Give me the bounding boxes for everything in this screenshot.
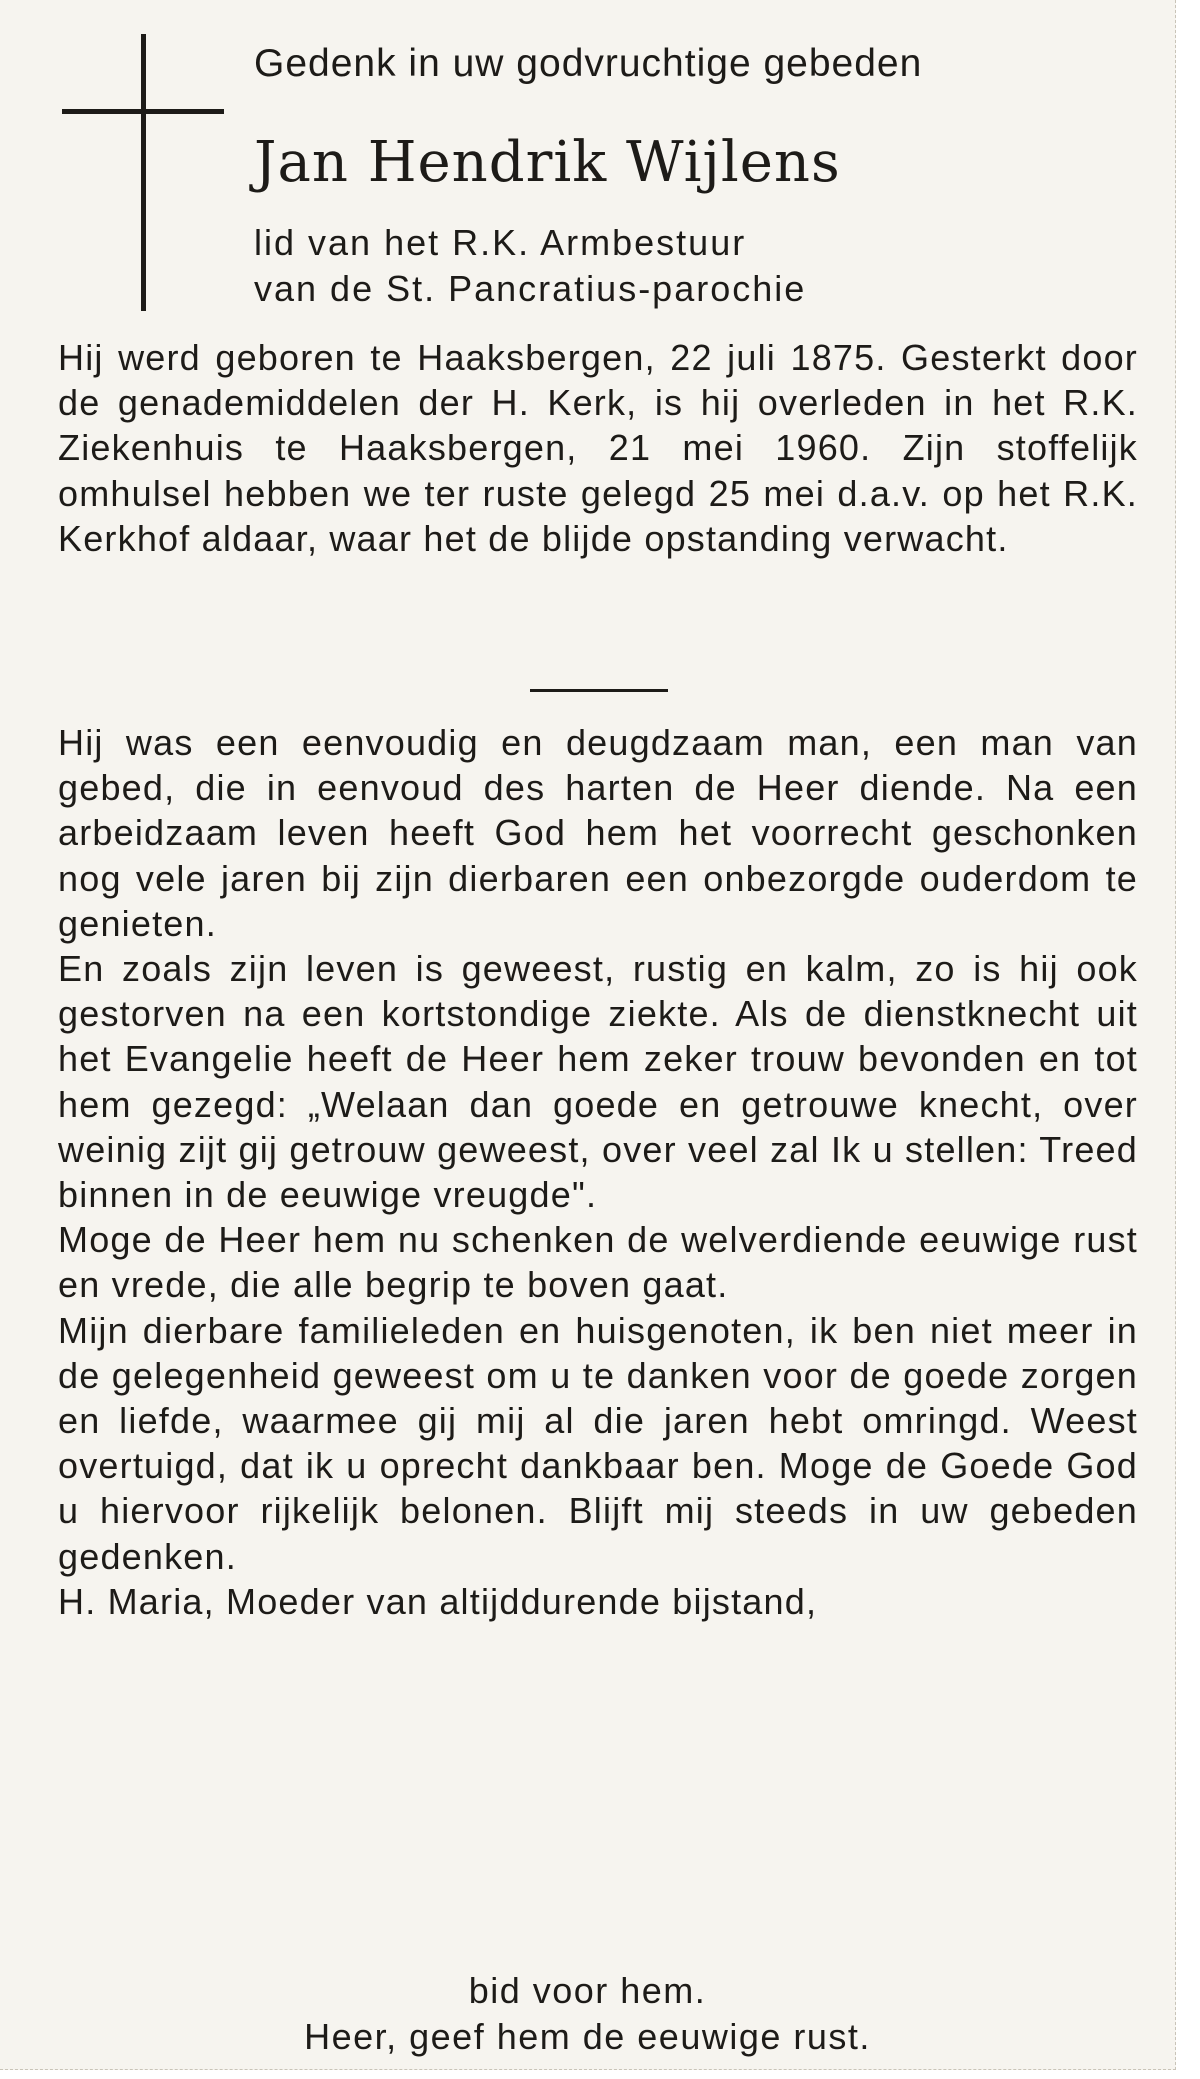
remember-heading: Gedenk in uw godvruchtige gebeden [254,42,923,85]
deceased-name: Jan Hendrik Wijlens [254,130,841,195]
section-divider [530,689,668,692]
role-line-2: van de St. Pancratius-parochie [254,268,807,309]
role-line-1: lid van het R.K. Armbestuur [254,222,747,263]
closing-prayer-line-1: bid voor hem. [468,1970,707,2011]
biography-paragraph: Hij werd geboren te Haaksbergen, 22 juli 1875. Gesterkt door de genademiddelen der H. Kerk, is hij overleden in het R.K. Ziekenhuis te Haaksbergen, 21 mei 1960. Zijn stoffelijk omhulsel hebben we ter ruste gelegd 25 mei d.a.v. op het R.K. Kerkhof aldaar, waar het de blijde opstanding verwacht. [58,337,1138,559]
cross-icon-bar [62,109,224,114]
tribute-text: Hij was een eenvoudig en deugdzaam man, een man van gebed, die in eenvoud des harten de Heer diende. Na een arbeidzaam leven heeft God hem het voorrecht geschonken nog vele jaren bij zijn dierbaren een onbezorgde ouderdom te genieten. En zoals zijn leven is geweest, rustig en kalm, zo is hij ook gestorven na een kortstondige ziekte. Als de dienstknecht uit het Evangelie heeft de Heer hem zeker trouw bevonden en tot hem gezegd: „Welaan dan goede en getrouwe knecht, over weinig zijt gij getrouw geweest, over veel zal Ik u stellen: Treed binnen in de eeuwige vreugde". Moge de Heer hem nu schenken de welverdiende eeuwige rust en vrede, die alle begrip te boven gaat. Mijn dierbare familieleden en huisgenoten, ik ben niet meer in de gelegenheid geweest om u te danken voor de goede zorgen en liefde, waarmee gij mij al die jaren hebt omringd. Weest overtuigd, dat ik u oprecht dankbaar ben. Moge de Goede God u hiervoor rijkelijk belonen. Blijft mij steeds in uw gebeden gedenken. H. Maria, Moeder van altijddurende bijstand, [58,722,1138,1622]
cross-icon [141,34,146,311]
closing-prayer-line-2: Heer, geef hem de eeuwige rust. [304,2016,871,2057]
